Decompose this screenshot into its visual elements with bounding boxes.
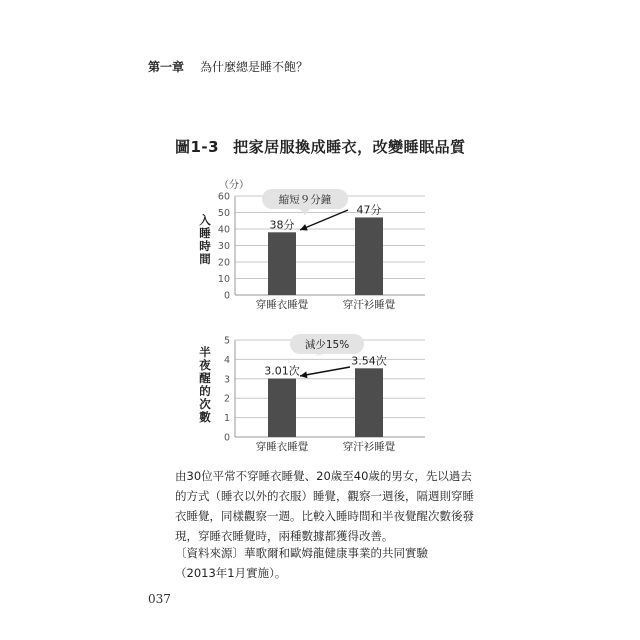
bar	[268, 232, 296, 295]
bar-value-label: 3.01次	[264, 364, 300, 378]
chapter-label: 第一章	[148, 60, 185, 74]
page-number: 037	[148, 592, 171, 606]
chapter-title: 為什麼總是睡不飽？	[200, 60, 309, 74]
y-axis-label-char: 間	[199, 252, 211, 266]
category-label: 穿睡衣睡覺	[255, 299, 309, 311]
y-tick-label: 2	[223, 393, 230, 405]
bar	[268, 379, 296, 437]
category-label: 穿睡衣睡覺	[255, 441, 309, 453]
y-axis-label-char: 夜	[199, 358, 211, 372]
arrow-head	[300, 371, 308, 378]
comparison-arrow	[300, 367, 350, 376]
bar	[355, 368, 383, 437]
data-source-note: 〔資料來源〕華歌爾和歐姆龍健康事業的共同實驗（2013年1月實施）。	[175, 546, 428, 580]
y-tick-label: 5	[223, 335, 230, 347]
y-tick-label: 30	[217, 241, 230, 252]
y-tick-label: 40	[217, 224, 230, 236]
y-tick-label: 1	[223, 413, 230, 425]
y-tick-label: 60	[217, 191, 230, 203]
callout-annotation: 縮短９分鐘	[278, 194, 332, 206]
y-axis-label-char: 數	[199, 410, 211, 424]
y-axis-label-char: 半	[199, 345, 211, 359]
figure-number: 圖1-3	[175, 138, 220, 156]
y-axis-label-char: 時	[199, 239, 211, 253]
y-tick-label: 10	[217, 274, 230, 285]
figure-title-text: 把家居服換成睡衣，改變睡眠品質	[233, 138, 466, 156]
bar	[355, 217, 383, 295]
y-axis-label-char: 次	[199, 397, 211, 411]
y-tick-label: 0	[223, 290, 230, 302]
y-unit-label: （分）	[219, 180, 249, 191]
y-axis-label-char: 醒	[199, 371, 211, 385]
figure-caption: 由30位平常不穿睡衣睡覺、20歲至40歲的男女，先以過去的方式（睡衣以外的衣服）睡覺，觀察一週後，隔週則穿睡衣睡覺，同樣觀察一週。比較入睡時間和半夜覺醒次數後發現，穿睡衣睡覺時，兩種數據都獲得改善。	[175, 469, 474, 543]
callout-annotation: 減少15%	[304, 339, 350, 351]
y-tick-label: 3	[223, 374, 230, 386]
bar-value-label: 3.54次	[351, 354, 387, 368]
y-axis-label-char: 入	[199, 213, 211, 227]
y-axis-label-char: 睡	[199, 226, 211, 240]
y-axis-label-char: 的	[199, 384, 211, 398]
category-label: 穿汗衫睡覺	[342, 441, 396, 453]
bar-value-label: 47分	[356, 203, 382, 217]
y-tick-label: 50	[217, 208, 230, 219]
y-tick-label: 4	[223, 354, 230, 366]
bar-value-label: 38分	[269, 218, 295, 232]
category-label: 穿汗衫睡覺	[342, 299, 396, 311]
y-tick-label: 0	[223, 432, 230, 444]
y-tick-label: 20	[217, 257, 230, 269]
